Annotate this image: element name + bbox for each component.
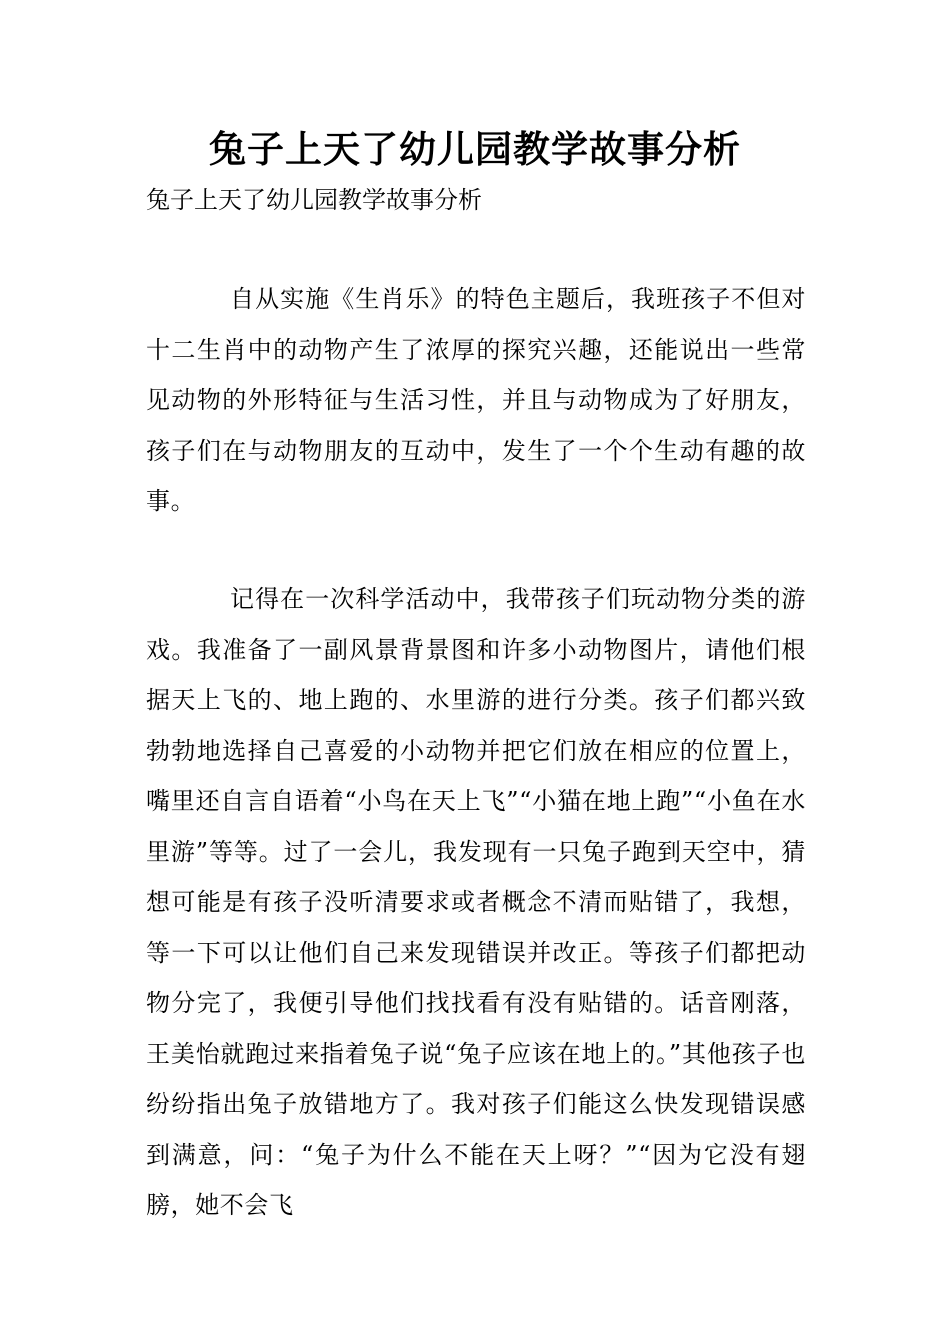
- paragraph-1: 自从实施《生肖乐》的特色主题后，我班孩子不但对十二生肖中的动物产生了浓厚的探究兴趣，还能说出一些常见动物的外形特征与生活习性，并且与动物成为了好朋友，孩子们在与动物朋友的互动中，发生了一个个生动有趣的故事。: [146, 285, 806, 515]
- document-subtitle: 兔子上天了幼儿园教学故事分析: [146, 186, 482, 214]
- page-title: 兔子上天了幼儿园教学故事分析: [209, 128, 741, 171]
- paragraph-2: 记得在一次科学活动中，我带孩子们玩动物分类的游戏。我准备了一副风景背景图和许多小动物图片，请他们根据天上飞的、地上跑的、水里游的进行分类。孩子们都兴致勃勃地选择自己喜爱的小动物并把它们放在相应的位置上，嘴里还自言自语着“小鸟在天上飞”“小猫在地上跑”“小鱼在水里游”等等。过了一会儿，我发现有一只兔子跑到天空中，猜想可能是有孩子没听清要求或者概念不清而贴错了，我想，等一下可以让他们自己来发现错误并改正。等孩子们都把动物分完了，我便引导他们找找看有没有贴错的。话音刚落，王美怡就跑过来指着兔子说“兔子应该在地上的。”其他孩子也纷纷指出兔子放错地方了。我对孩子们能这么快发现错误感到满意，问：“兔子为什么不能在天上呀？”“因为它没有翅膀，她不会飞: [146, 585, 806, 1219]
